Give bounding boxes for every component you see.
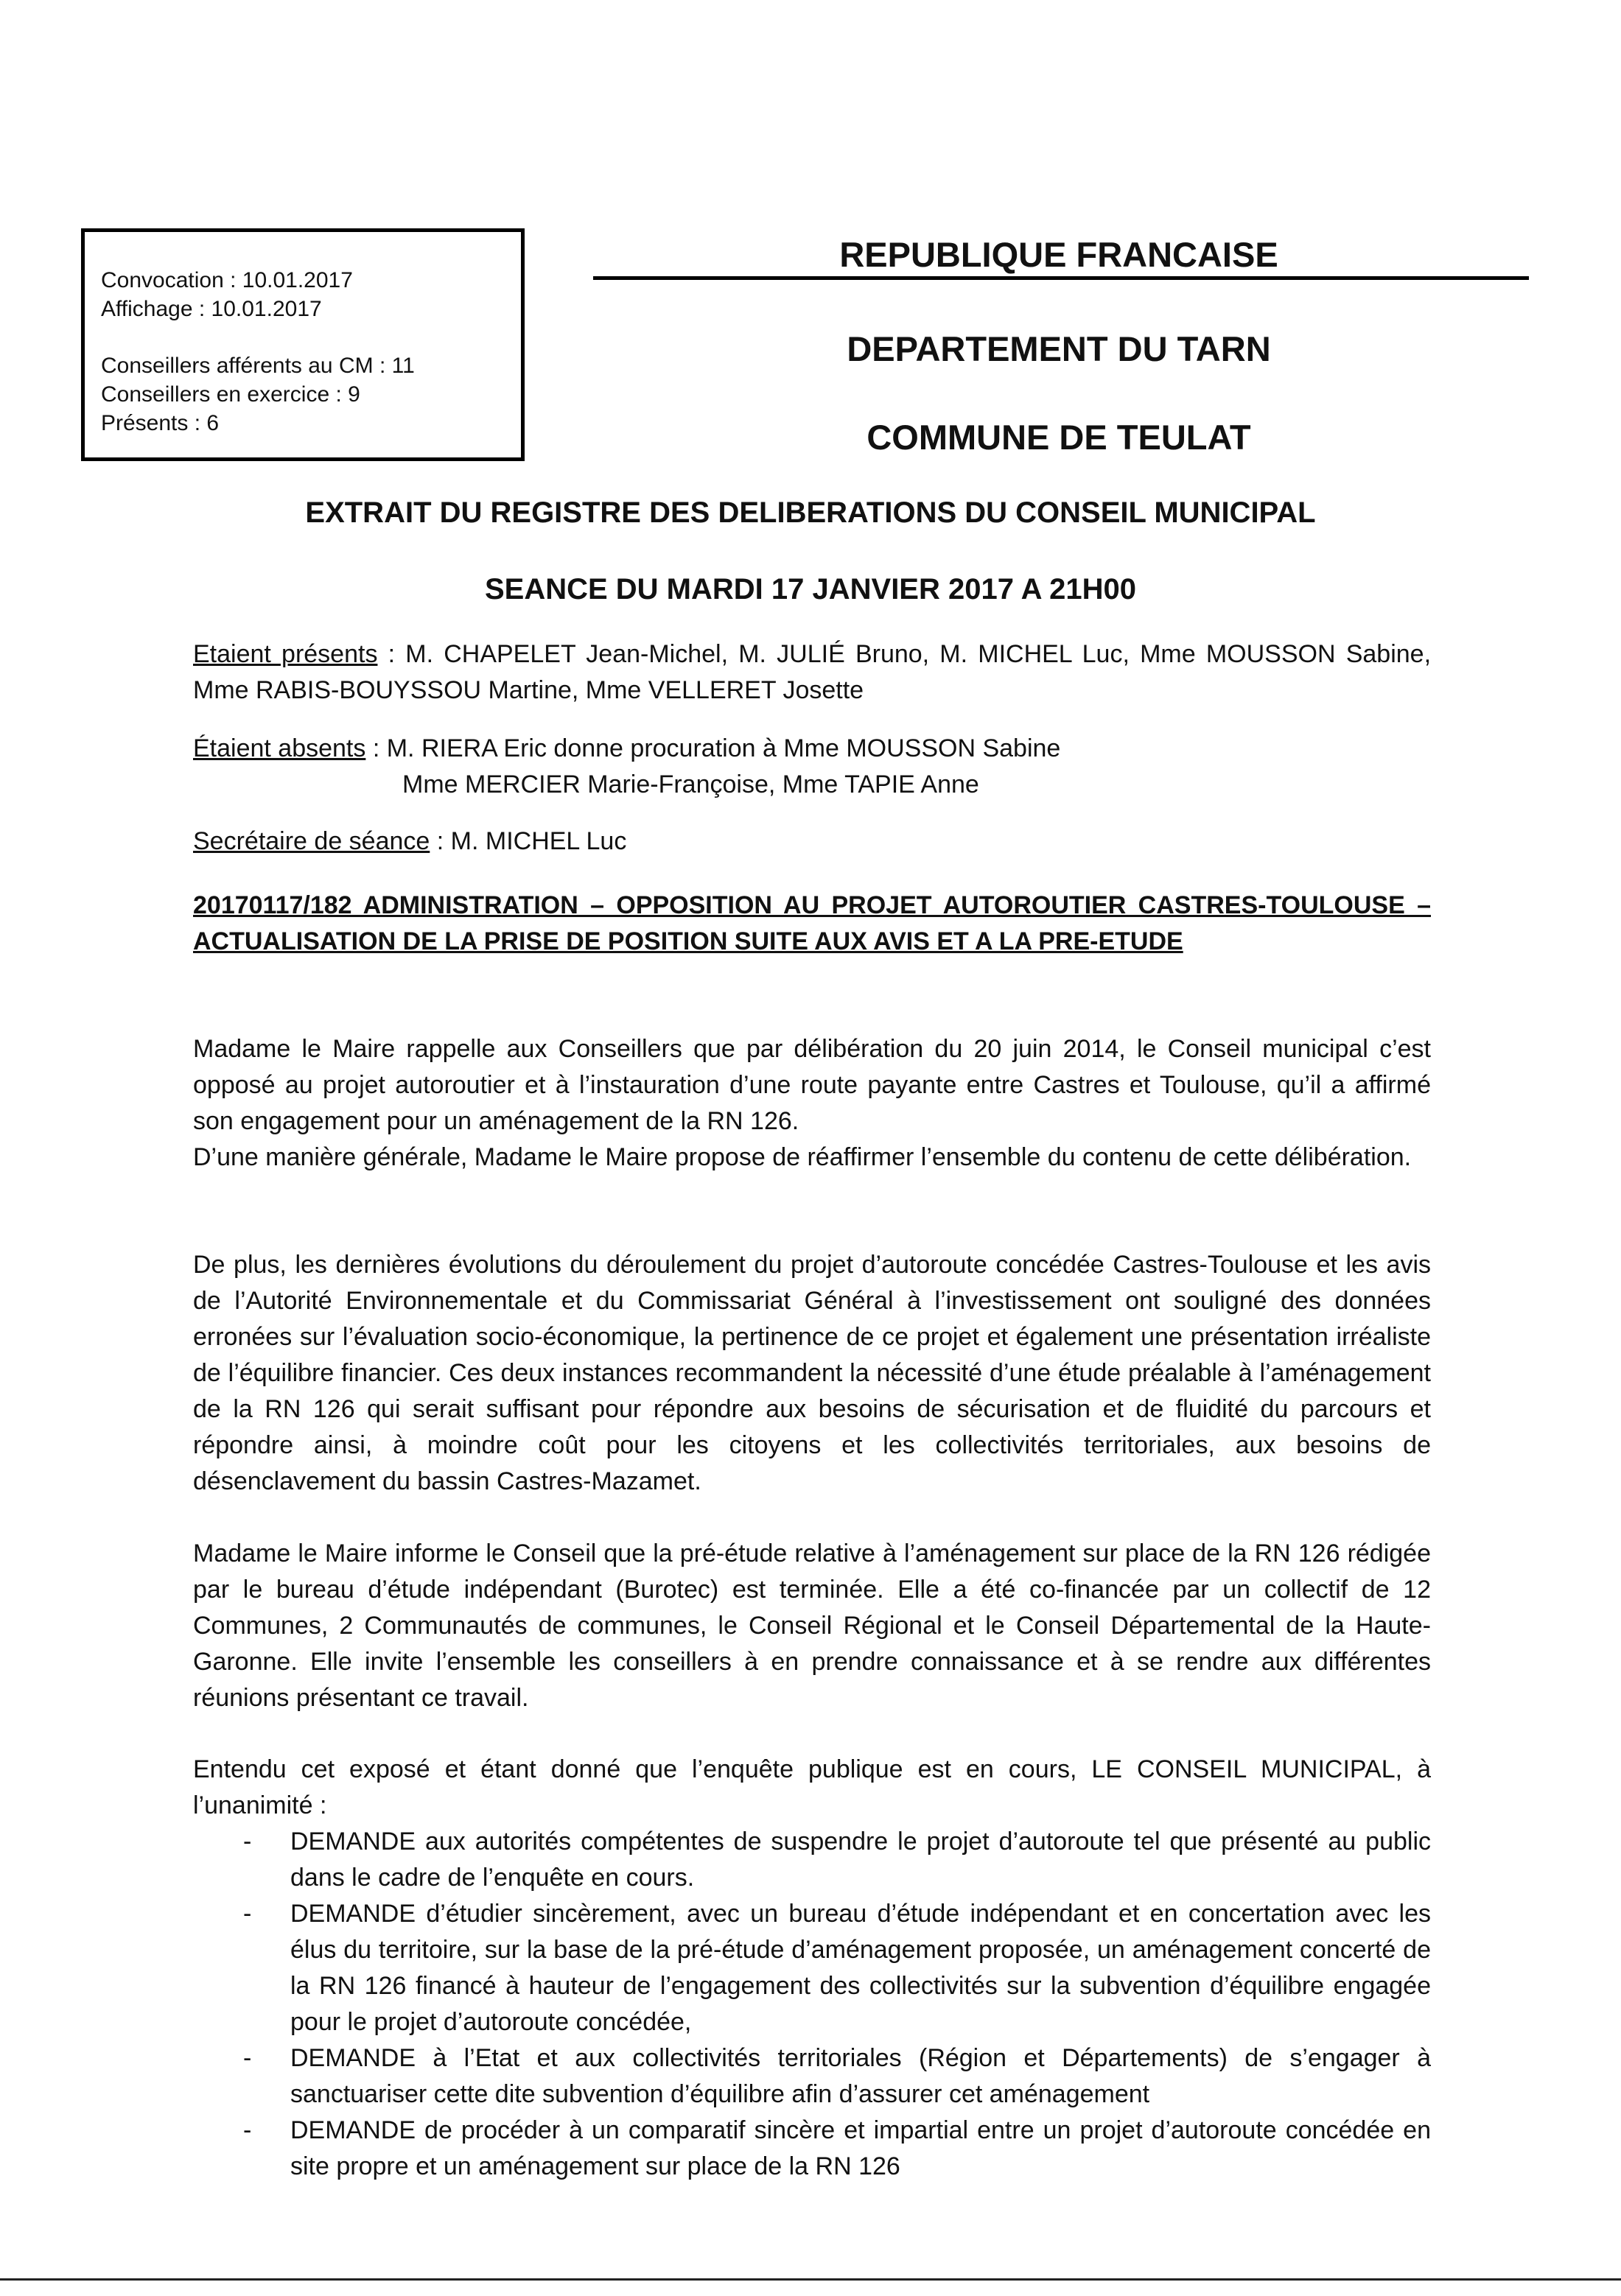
seance-title: SEANCE DU MARDI 17 JANVIER 2017 A 21H00 [484,573,1136,605]
bullet-dash: - [243,2044,252,2072]
list-item: - DEMANDE à l’Etat et aux collectivités territoriales (Région et Départements) de s’engager à sanctuariser cette dite subvention d’équilibre afin d’assurer cet aménagement [193,2040,1431,2113]
list-item: - DEMANDE aux autorités compétentes de suspendre le projet d’autoroute tel que présenté au public dans le cadre de l’enquête en cours. [193,1824,1431,1896]
convocation-date: Convocation : 10.01.2017 [101,268,353,292]
absents-line-1: : M. RIERA Eric donne procuration à Mme MOUSSON Sabine [365,734,1061,762]
paragraph-1a: Madame le Maire rappelle aux Conseillers que par délibération du 20 juin 2014, le Conseil municipal c’est opposé au projet autoroutier et à l’instauration d’une route payante entre Castres et Toulouse, qu’il a affirmé son engagement pour un aménagement de la RN 126. [193,1035,1431,1135]
absents-paragraph [193,731,1431,803]
paragraph-3: Madame le Maire informe le Conseil que la pré-étude relative à l’aménagement sur place de la RN 126 rédigée par le bureau d’étude indépendant (Burotec) est terminée. Elle a été co-financée par un collectif de 12 Communes, 2 Communautés de communes, le Conseil Régional et le Conseil Départemental de la Haute-Garonne. Elle invite l’ensemble les conseillers à en prendre connaissance et à se rendre aux différentes réunions présentant ce travail. [193,1540,1431,1712]
list-item: - DEMANDE de procéder à un comparatif sincère et impartial entre un projet d’autoroute concédée en site propre et un aménagement sur place de la RN 126 [193,2113,1431,2185]
bullet-dash: - [243,2116,252,2144]
presents-paragraph [193,636,1431,709]
paragraph-4: Entendu cet exposé et étant donné que l’enquête publique est en cours, LE CONSEIL MUNICIPAL, à l’unanimité : [193,1755,1431,1819]
bullet-dash: - [243,1828,252,1856]
bottom-rule [0,2278,1621,2281]
commune-heading: COMMUNE DE TEULAT [866,418,1251,457]
absents-label: Étaient absents [193,734,366,762]
deliberation-objet: 20170117/182 ADMINISTRATION – OPPOSITION AU PROJET AUTOROUTIER CASTRES-TOULOUSE – ACTUALISATION DE LA PRISE DE POSITION SUITE AUX AVIS ET A LA PRE-ETUDE [193,891,1431,955]
header-rule [593,276,1529,280]
convocation-info-box [81,228,525,461]
affichage-date: Affichage : 10.01.2017 [101,297,322,321]
paragraph-1 [193,1031,1431,1176]
republique-heading: REPUBLIQUE FRANCAISE [839,235,1278,274]
bullet-dash: - [243,1900,252,1928]
extrait-title: EXTRAIT DU REGISTRE DES DELIBERATIONS DU CONSEIL MUNICIPAL [305,496,1316,529]
departement-heading: DEPARTEMENT DU TARN [847,329,1271,368]
paragraph-2: De plus, les dernières évolutions du déroulement du projet d’autoroute concédée Castres-Toulouse et les avis de l’Autorité Environnementale et du Commissariat Général à l’investissement ont souligné des données erronées sur l’évaluation socio-économique, la pertinence de ce projet et également une présentation irréaliste de l’équilibre financier. Ces deux instances recommandent la nécessité d’une étude préalable à l’aménagement de la RN 126 qui serait suffisant pour répondre aux besoins de sécurisation et de fluidité du parcours et répondre ainsi, à moindre coût pour les citoyens et les collectivités territoriales, aux besoins de désenclavement du bassin Castres-Mazamet. [193,1251,1431,1495]
paragraph-1b: D’une manière générale, Madame le Maire propose de réaffirmer l’ensemble du contenu de cette délibération. [193,1143,1412,1171]
secretaire-paragraph [193,824,1431,860]
presents-count: Présents : 6 [101,411,220,435]
secretaire-name: : M. MICHEL Luc [430,827,627,855]
conseillers-afferents: Conseillers afférents au CM : 11 [101,354,415,378]
absents-line-2: Mme MERCIER Marie-Françoise, Mme TAPIE Anne [402,770,979,798]
conseillers-exercice: Conseillers en exercice : 9 [101,382,360,407]
presents-list: : M. CHAPELET Jean-Michel, M. JULIÉ Bruno, M. MICHEL Luc, Mme MOUSSON Sabine, Mme RABIS-BOUYSSOU Martine, Mme VELLERET Josette [193,640,1432,704]
secretaire-label: Secrétaire de séance [193,827,430,855]
demandes-list [193,1824,1431,2185]
presents-label: Etaient présents [193,640,378,668]
list-item: - DEMANDE d’étudier sincèrement, avec un bureau d’étude indépendant et en concertation avec les élus du territoire, sur la base de la pré-étude d’aménagement proposée, un aménagement concerté de la RN 126 financé à hauteur de l’engagement des collectivités sur la subvention d’équilibre engagée pour le projet d’autoroute concédée, [193,1896,1431,2040]
